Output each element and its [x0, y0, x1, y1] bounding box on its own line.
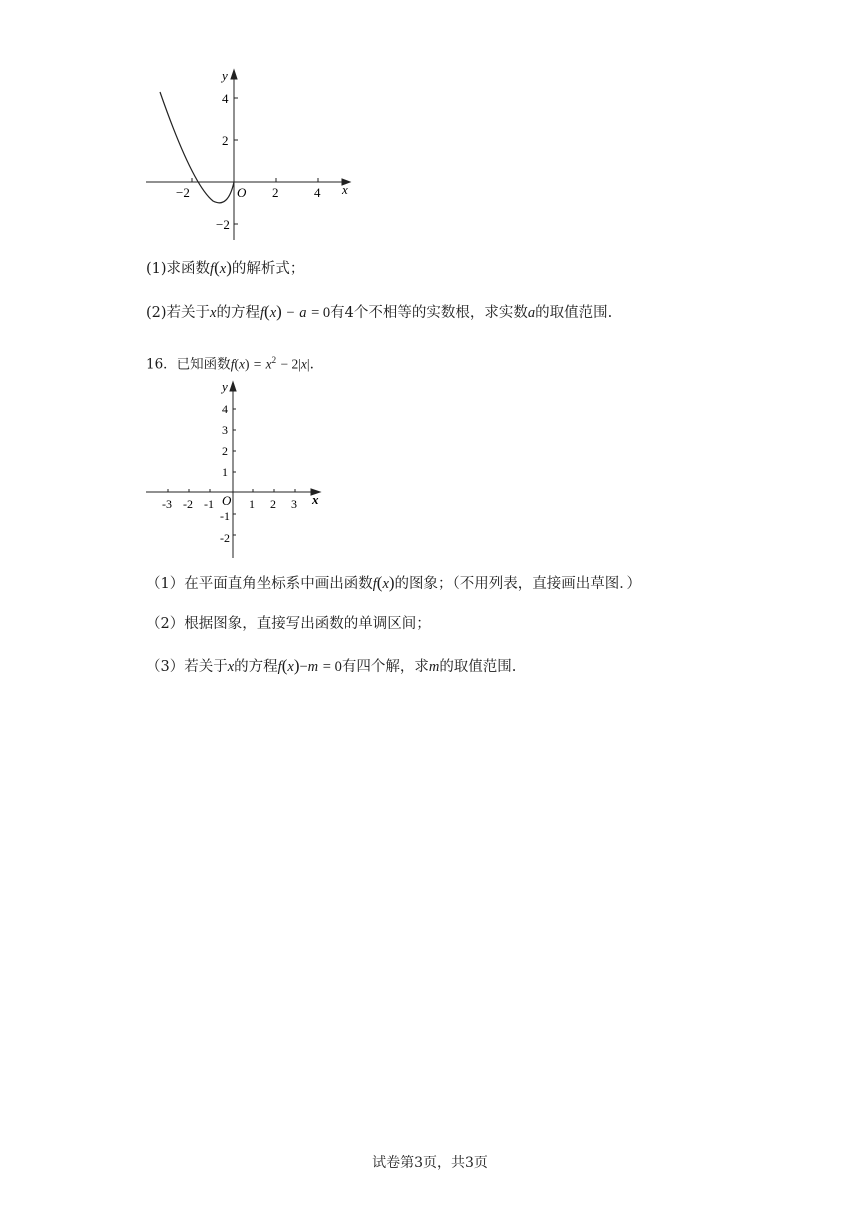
function-graph-1	[140, 64, 360, 244]
y-axis-arrow	[231, 70, 237, 79]
y-tick-4: 4	[222, 402, 228, 416]
y-axis-label: y	[222, 379, 228, 394]
x-tick-neg2: −2	[176, 185, 190, 200]
coordinate-grid-2	[142, 378, 332, 560]
y-tick-neg2: −2	[216, 217, 230, 232]
y-tick-2: 2	[222, 444, 228, 458]
page-footer: 试卷第3页，共3页	[372, 1155, 488, 1171]
x-tick-neg1: -1	[204, 497, 214, 511]
x-tick-neg3: -3	[162, 497, 172, 511]
x-tick-2: 2	[270, 497, 276, 511]
y-tick-1: 1	[222, 465, 228, 479]
x-tick-2: 2	[272, 185, 279, 200]
y-tick-3: 3	[222, 423, 228, 437]
x-tick-4: 4	[314, 185, 321, 200]
y-axis-label: y	[222, 68, 228, 83]
origin-label: O	[222, 493, 232, 508]
x-tick-3: 3	[291, 497, 297, 511]
x-axis-label: x	[342, 182, 348, 197]
y-tick-neg2: -2	[220, 531, 230, 545]
q15-part2: (2)若关于x的方程f(x) − a = 0有4个不相等的实数根，求实数a的取值范围.	[146, 302, 613, 321]
q16-part1: （1）在平面直角坐标系中画出函数f(x)的图象；（不用列表，直接画出草图．）	[146, 573, 642, 592]
y-tick-2: 2	[222, 133, 229, 148]
x-axis-label: x	[312, 492, 319, 507]
x-tick-neg2: -2	[183, 497, 193, 511]
x-tick-1: 1	[249, 497, 255, 511]
q15-part1: (1)求函数f(x)的解析式；	[146, 258, 305, 277]
q16-stem: 16．已知函数$f(x) = x^2 - 2|x|$.	[146, 355, 314, 373]
q16-part3: （3）若关于x的方程f(x)−m = 0有四个解，求m的取值范围.	[146, 656, 517, 675]
origin-label: O	[237, 185, 247, 200]
y-axis-arrow	[230, 382, 236, 391]
y-tick-4: 4	[222, 91, 229, 106]
y-tick-neg1: -1	[220, 509, 230, 523]
q16-part2: （2）根据图象，直接写出函数的单调区间；	[146, 616, 431, 632]
